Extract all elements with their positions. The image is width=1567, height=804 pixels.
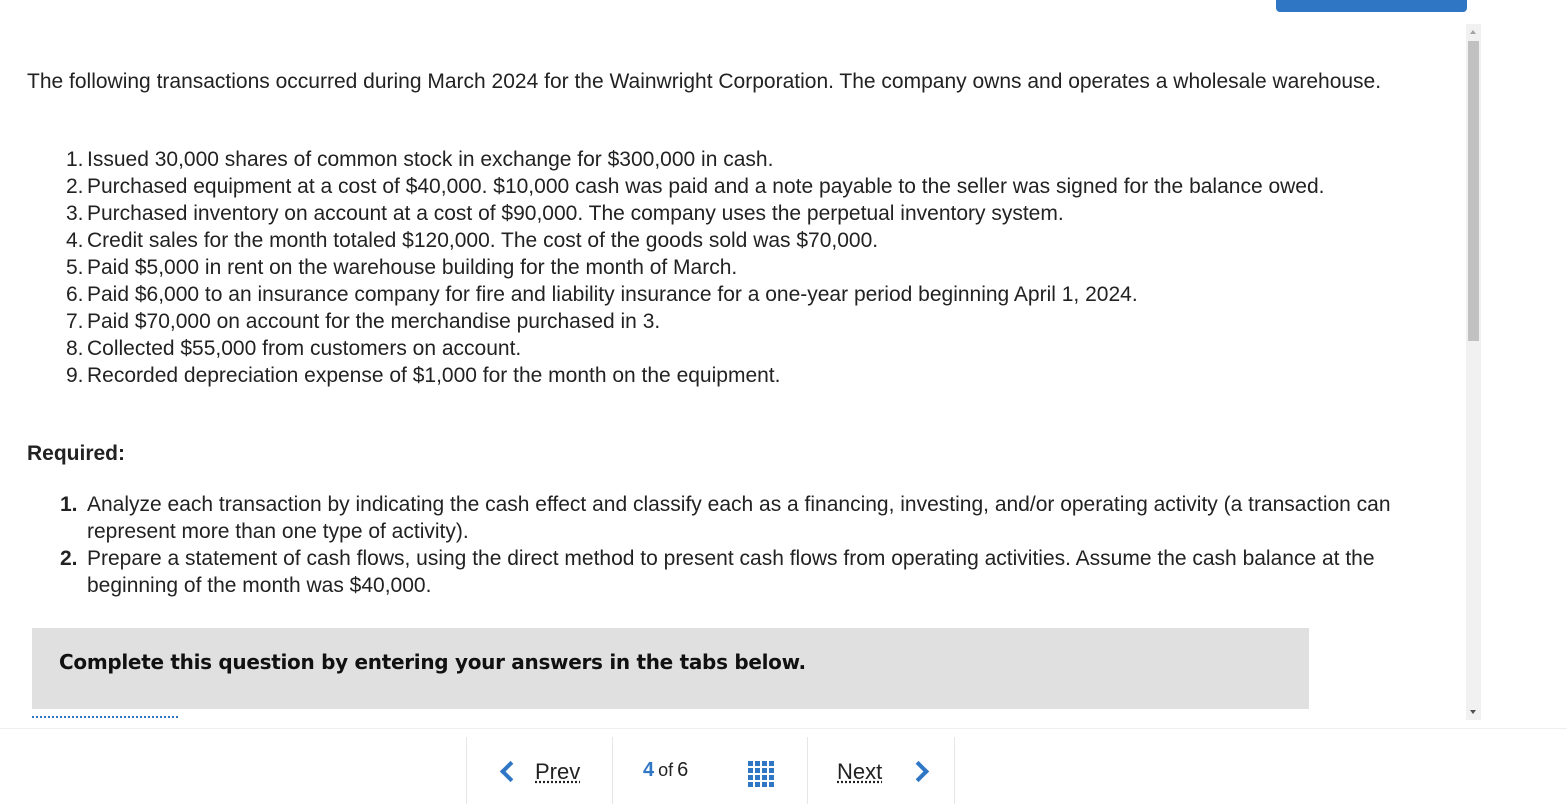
list-item: 2. Purchased equipment at a cost of $40,000. $10,000 cash was paid and a note payable to the seller was signed for the balance owed. (66, 175, 1325, 198)
current-page: 4 (643, 759, 655, 781)
list-item: 8. Collected $55,000 from customers on account. (66, 337, 522, 360)
list-item: 6. Paid $6,000 to an insurance company for fire and liability insurance for a one-year period beginning April 1, 2024. (66, 283, 1138, 306)
intro-text: The following transactions occurred during March 2024 for the Wainwright Corporation. The company owns and operates a wholesale warehouse. (27, 70, 1382, 93)
next-label: Next (837, 759, 883, 784)
of-label: of (658, 760, 674, 780)
total-pages: 6 (677, 759, 689, 781)
question-navigation (466, 737, 955, 804)
vertical-scrollbar[interactable] (1466, 24, 1481, 720)
instruction-box (32, 628, 1309, 709)
list-item: 1. Analyze each transaction by indicating the cash effect and classify each as a financing, investing, and/or operating activity (a transaction can represent more than one type of activity). (60, 493, 1391, 543)
chevron-right-icon (908, 761, 929, 782)
footer-divider (0, 728, 1567, 729)
list-item: 1. Issued 30,000 shares of common stock in exchange for $300,000 in cash. (66, 148, 774, 171)
prev-label: Prev (535, 759, 581, 784)
scroll-down-arrow-icon[interactable] (1470, 710, 1476, 714)
grid-icon[interactable] (748, 761, 774, 787)
transaction-list (54, 146, 1424, 389)
nav-divider (807, 737, 808, 804)
instruction-text: Complete this question by entering your answers in the tabs below. (59, 650, 806, 674)
scroll-thumb[interactable] (1468, 41, 1479, 341)
question-content (0, 24, 1466, 720)
focus-indicator (32, 716, 178, 718)
list-item: 5. Paid $5,000 in rent on the warehouse building for the month of March. (66, 256, 738, 279)
list-item: 2. Prepare a statement of cash flows, using the direct method to present cash flows from operating activities. Assume the cash balance at the beginning of the month was $40,000. (60, 547, 1375, 597)
list-item: 3. Purchased inventory on account at a cost of $90,000. The company uses the perpetual inventory system. (66, 202, 1064, 225)
nav-divider (612, 737, 613, 804)
scroll-up-arrow-icon[interactable] (1470, 30, 1476, 34)
list-item: 7. Paid $70,000 on account for the merchandise purchased in 3. (66, 310, 661, 333)
requirements-list (54, 491, 1424, 599)
top-action-button[interactable] (1276, 0, 1467, 12)
list-item: 9. Recorded depreciation expense of $1,000 for the month on the equipment. (66, 364, 781, 387)
list-item: 4. Credit sales for the month totaled $120,000. The cost of the goods sold was $70,000. (66, 229, 879, 252)
required-heading: Required: (27, 442, 126, 465)
chevron-left-icon (500, 761, 521, 782)
page-indicator (643, 759, 688, 782)
